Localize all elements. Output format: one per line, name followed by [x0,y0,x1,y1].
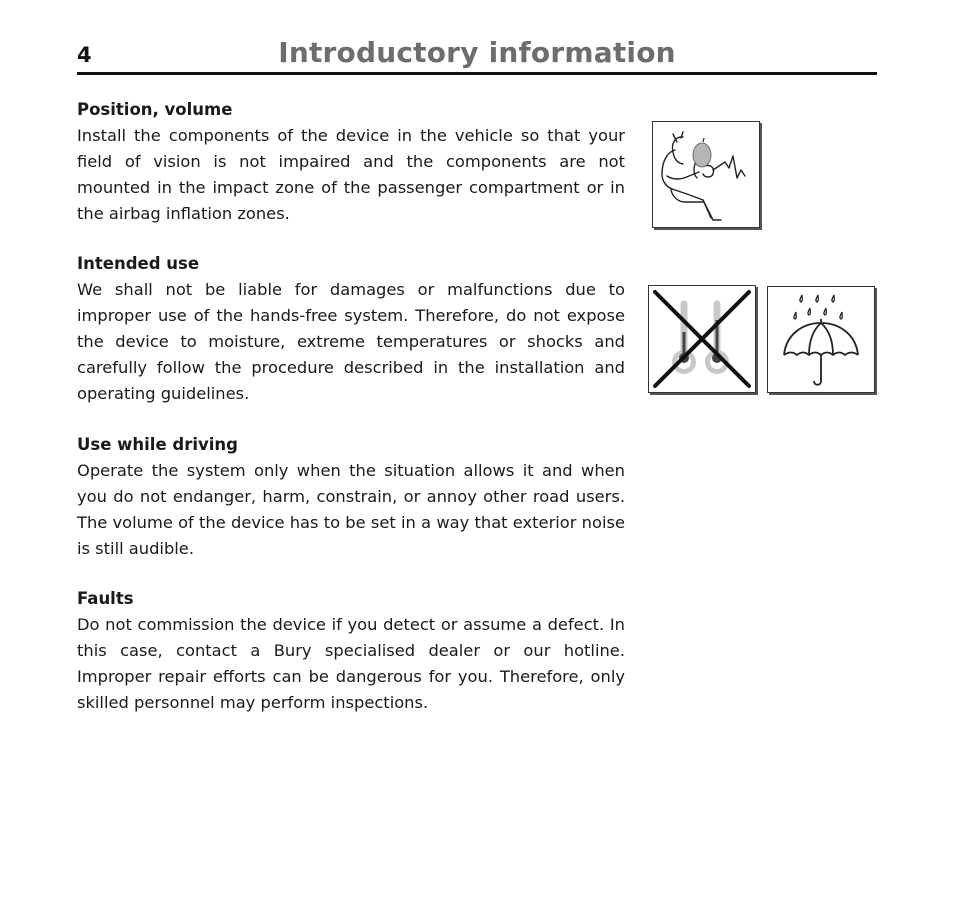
section-heading: Use while driving [77,435,238,454]
section-heading: Faults [77,589,134,608]
section-intended-use [77,251,625,407]
section-body: Do not commission the device if you detect or assume a defect. In this case, contact a Bury specialised dealer or our hotline. Improper repair efforts can be dangerous for you. Therefore, only skilled personnel may perform inspections. [77,615,625,712]
no-extreme-temperature-icon [648,285,756,393]
section-position-volume [77,97,625,227]
page-header [77,36,877,75]
section-faults [77,586,625,716]
section-heading: Position, volume [77,100,233,119]
section-body: Operate the system only when the situation allows it and when you do not endanger, harm, constrain, or annoy other road users. The volume of the device has to be set in a way that exterior noise is still audible. [77,461,625,558]
keep-dry-umbrella-icon [767,286,875,393]
section-body: We shall not be liable for damages or malfunctions due to improper use of the hands-free system. Therefore, do not expose the device to moisture, extreme temperatures or shocks and carefully follow the procedure described in the installation and operating guidelines. [77,280,625,403]
page-number: 4 [77,43,92,67]
page-title: Introductory information [278,36,676,69]
section-heading: Intended use [77,254,200,273]
section-body: Install the components of the device in the vehicle so that your field of vision is not impaired and the components are not mounted in the impact zone of the passenger compartment or in the airbag inflation zones. [77,126,625,223]
airbag-impact-icon [652,121,760,228]
section-use-while-driving [77,432,625,562]
